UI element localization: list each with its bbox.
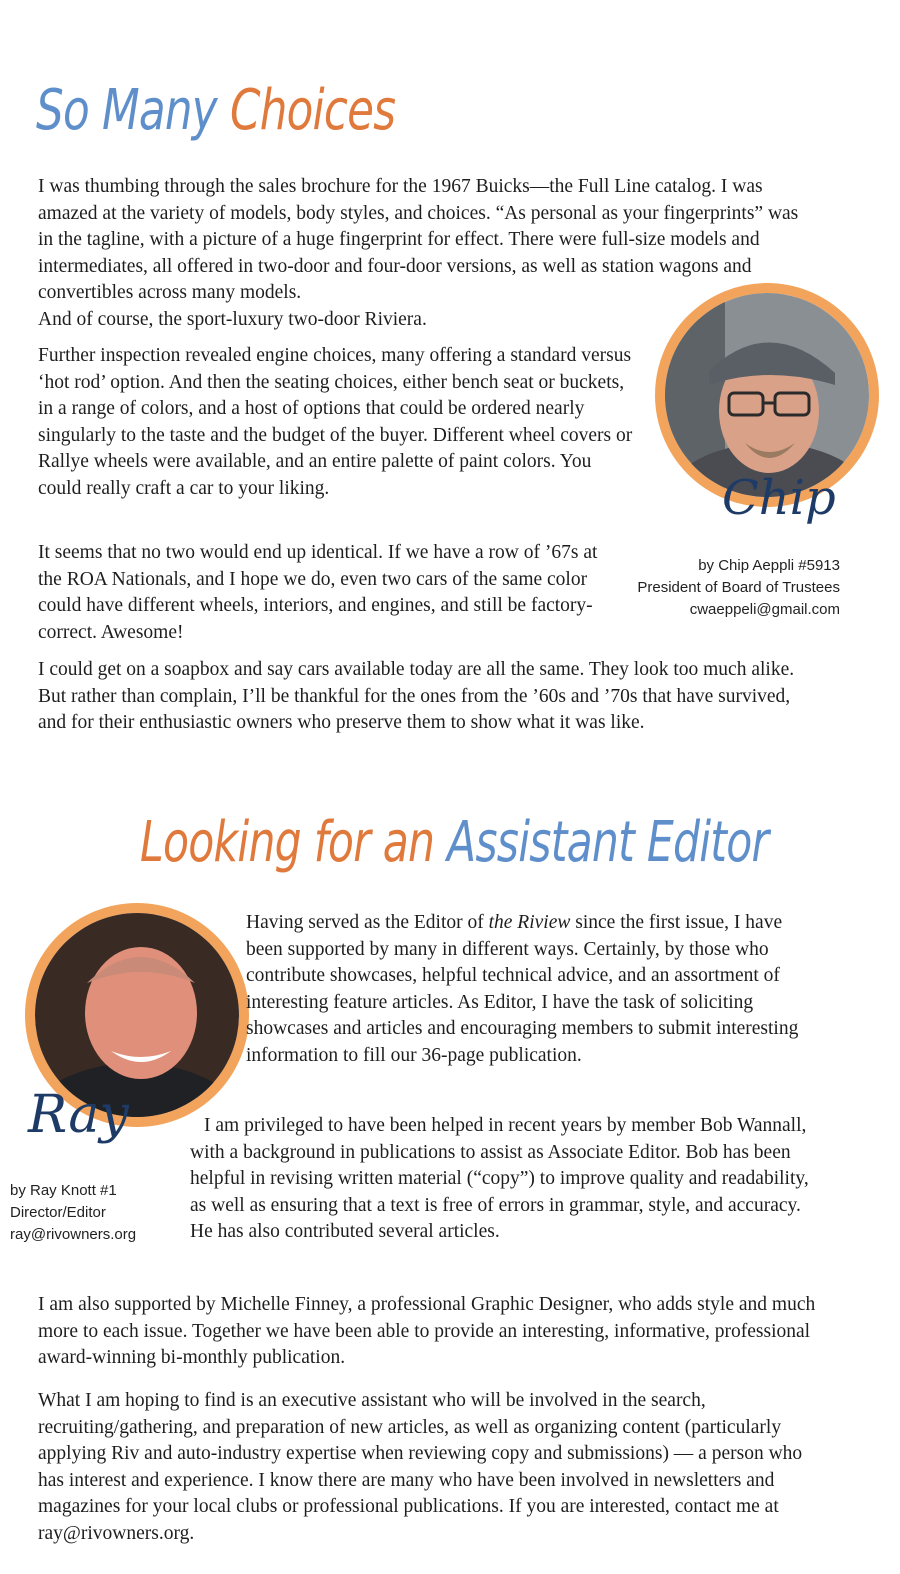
article2-paragraph-1 <box>246 910 806 1069</box>
article1-paragraph-1 <box>38 174 808 333</box>
article-title-assistant-editor <box>140 810 768 875</box>
title-part-orange: Choices <box>229 78 396 143</box>
title-part-blue: So Many <box>36 78 217 143</box>
article2-paragraph-3: I am also supported by Michelle Finney, a professional Graphic Designer, who adds style and much more to each issue. Together we have been able to provide an interesting, informative, professional award-winning bi-monthly publication. <box>38 1294 816 1368</box>
chip-byline <box>600 555 840 621</box>
chip-byline-name: by Chip Aeppli #5913 <box>698 557 840 574</box>
ray-byline-title: Director/Editor <box>10 1204 106 1221</box>
article-title-so-many-choices <box>36 78 395 143</box>
article1-paragraph-3: It seems that no two would end up identical. If we have a row of ’67s at the ROA Nationals, and I hope we do, even two cars of the same color could have different wheels, interiors, and engines, and still be factory-correct. Awesome! <box>38 542 598 643</box>
article2-paragraph-2: I am privileged to have been helped in recent years by member Bob Wannall, with a background in publications to assist as Associate Editor. Bob has been helpful in revising written material (“copy”) to improve quality and readability, as well as ensuring that a text is free of errors in grammar, style, and accuracy. He has also contributed several articles. <box>190 1115 809 1242</box>
article1-paragraph-2: Further inspection revealed engine choices, many offering a standard versus ‘hot rod’ option. And then the seating choices, either bench seat or buckets, in a range of colors, and a host of options that could be ordered nearly singularly to the taste and the budget of the buyer. Different wheel covers or Rallye wheels were available, and an entire palette of paint colors. You could really craft a car to your liking. <box>38 345 633 499</box>
title-part-orange: Looking for an <box>140 810 435 875</box>
ray-signature: Ray <box>28 1085 129 1145</box>
chip-byline-email: cwaeppeli@gmail.com <box>689 601 840 618</box>
article1-paragraph-4: I could get on a soapbox and say cars available today are all the same. They look too much alike. But rather than complain, I’ll be thankful for the ones from the ’60s and ’70s that have survived, and for their enthusiastic owners who preserve them to show what it was like. <box>38 659 795 733</box>
article2-p1-rest: since the first issue, I have been supported by many in different ways. Certainly, by those who contribute showcases, helpful technical advice, and an assortment of interesting feature articles. As Editor, I have the task of soliciting showcases and articles and encouraging members to submit interesting information to fill our 36-page publication. <box>246 912 799 1066</box>
article2-p1-start: Having served as the Editor of <box>246 912 489 933</box>
ray-byline-email: ray@rivowners.org <box>10 1226 137 1243</box>
chip-photo-illustration <box>665 293 869 497</box>
chip-signature: Chip <box>722 470 836 526</box>
title-part-blue: Assistant Editor <box>447 810 769 875</box>
article1-p1-end: And of course, the sport-luxury two-door Riviera. <box>38 308 427 330</box>
publication-name: the Riview <box>488 912 571 933</box>
chip-byline-title: President of Board of Trustees <box>637 579 840 596</box>
ray-byline-name: by Ray Knott #1 <box>10 1182 117 1199</box>
ray-byline <box>10 1180 170 1246</box>
article2-paragraph-4: What I am hoping to find is an executive assistant who will be involved in the search, recruiting/gathering, and preparation of new articles, as well as organizing content (particularly applying Riv and auto-industry expertise when reviewing copy and submissions) — a person who has interest and experience. I know there are many who have been involved in newsletters and magazines for your local clubs or professional publications. If you are interested, contact me at ray@rivowners.org. <box>38 1390 803 1544</box>
article1-p1-text: I was thumbing through the sales brochure for the 1967 Buicks—the Full Line catalog. I was amazed at the variety of models, body styles, and choices. “As personal as your fingerprints” was in the tagline, with a picture of a huge fingerprint for effect. There were full-size models and intermediates, all offered in two-door and four-door versions, as well as station wagons and convertibles across many models. <box>38 176 799 303</box>
